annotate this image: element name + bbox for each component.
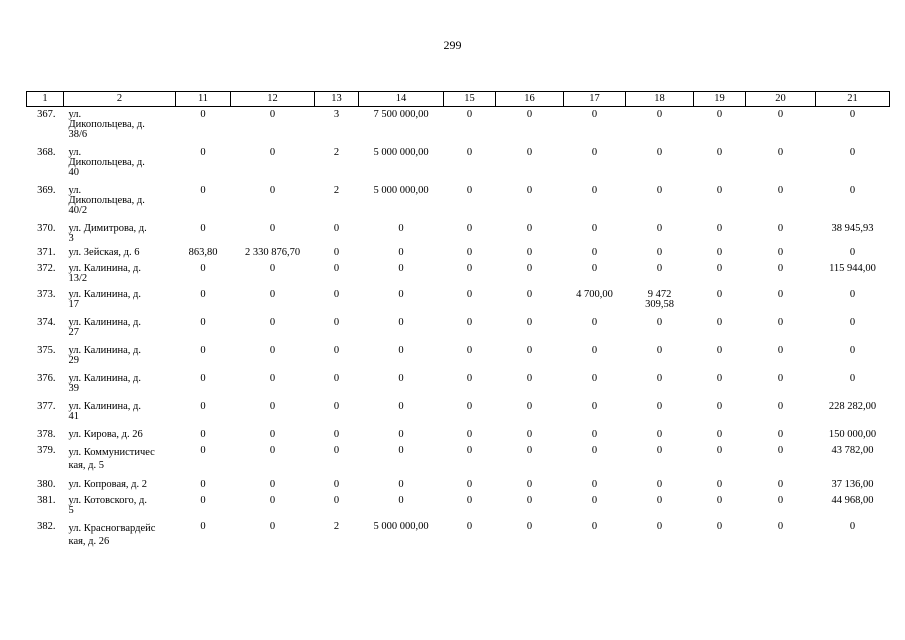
- value-cell: 0: [200, 316, 206, 328]
- value-cell: 0: [526, 372, 533, 384]
- value-cell: 0: [333, 478, 340, 490]
- row-number: 373.: [37, 288, 56, 300]
- value-cell: 0: [591, 262, 598, 274]
- value-cell: 43 782,00: [831, 444, 874, 456]
- value-cell: 2: [333, 146, 340, 158]
- value-cell: 0: [466, 344, 473, 356]
- column-header: 11: [176, 92, 231, 107]
- value-cell: 0: [591, 146, 598, 158]
- value-cell: 0: [398, 444, 404, 456]
- value-cell: 0: [526, 288, 533, 300]
- value-cell: 0: [333, 444, 340, 456]
- value-cell: 0: [269, 344, 276, 356]
- value-cell: 0: [777, 109, 784, 120]
- column-header: 16: [496, 92, 564, 107]
- value-cell: 0: [526, 109, 533, 120]
- value-cell: 0: [526, 520, 533, 532]
- value-cell: 0: [333, 428, 340, 440]
- value-cell: 3: [333, 109, 340, 120]
- value-cell: 0: [777, 344, 784, 356]
- value-cell: 4 700,00: [576, 288, 613, 300]
- value-cell: 0: [777, 494, 784, 506]
- value-cell: 0: [849, 344, 856, 356]
- column-header: 2: [64, 92, 176, 107]
- table-row: [27, 427, 890, 443]
- value-cell: 0: [526, 184, 533, 196]
- value-cell: 0: [269, 222, 276, 234]
- value-cell: 0: [777, 444, 784, 456]
- value-cell: 0: [466, 109, 473, 120]
- value-cell: 38 945,93: [831, 222, 874, 234]
- value-cell: 5 000 000,00: [373, 146, 429, 158]
- value-cell: 0: [591, 444, 598, 456]
- value-cell: 0: [656, 444, 663, 456]
- value-cell: 0: [777, 372, 784, 384]
- value-cell: 0: [849, 146, 856, 158]
- value-cell: 0: [716, 428, 723, 440]
- value-cell: 0: [526, 400, 533, 412]
- row-number: 368.: [37, 146, 56, 158]
- row-number: 370.: [37, 222, 56, 234]
- value-cell: 0: [716, 222, 723, 234]
- value-cell: 0: [849, 520, 856, 532]
- value-cell: 0: [200, 262, 206, 274]
- value-cell: 0: [526, 494, 533, 506]
- value-cell: 0: [656, 262, 663, 274]
- table-body: [27, 107, 890, 559]
- value-cell: 0: [398, 246, 404, 258]
- column-header: 13: [315, 92, 359, 107]
- value-cell: 0: [466, 246, 473, 258]
- table-row: [27, 493, 890, 519]
- value-cell: 0: [656, 222, 663, 234]
- value-cell: 0: [777, 184, 784, 196]
- table-row: [27, 183, 890, 221]
- value-cell: 228 282,00: [828, 400, 877, 412]
- value-cell: 0: [849, 109, 856, 120]
- value-cell: 0: [398, 222, 404, 234]
- value-cell: 7 500 000,00: [373, 109, 429, 120]
- value-cell: 0: [716, 262, 723, 274]
- value-cell: 0: [777, 478, 784, 490]
- column-header: 20: [746, 92, 816, 107]
- value-cell: 0: [398, 372, 404, 384]
- value-cell: 0: [716, 372, 723, 384]
- value-cell: 0: [269, 262, 276, 274]
- value-cell: 0: [269, 288, 276, 300]
- row-number: 371.: [37, 246, 56, 258]
- value-cell: 5 000 000,00: [373, 520, 429, 532]
- table-row: [27, 221, 890, 245]
- value-cell: 0: [333, 400, 340, 412]
- value-cell: 0: [269, 146, 276, 158]
- value-cell: 0: [777, 316, 784, 328]
- value-cell: 0: [526, 246, 533, 258]
- table-row: [27, 443, 890, 477]
- value-cell: 0: [200, 222, 206, 234]
- row-number: 380.: [37, 478, 56, 490]
- column-header: 14: [359, 92, 444, 107]
- value-cell: 0: [591, 400, 598, 412]
- value-cell: 0: [849, 316, 856, 328]
- table-row: [27, 343, 890, 371]
- value-cell: 0: [656, 494, 663, 506]
- value-cell: 0: [777, 428, 784, 440]
- address-cell: ул. Красногвардейс кая, д. 26: [68, 522, 156, 547]
- value-cell: 0: [849, 246, 856, 258]
- row-number: 381.: [37, 494, 56, 506]
- value-cell: 0: [466, 184, 473, 196]
- value-cell: 0: [200, 428, 206, 440]
- value-cell: 0: [656, 478, 663, 490]
- value-cell: 0: [466, 520, 473, 532]
- value-cell: 0: [526, 262, 533, 274]
- table-row: [27, 519, 890, 559]
- address-cell: ул. Копровая, д. 2: [68, 478, 148, 490]
- value-cell: 0: [398, 494, 404, 506]
- value-cell: 0: [466, 146, 473, 158]
- value-cell: 0: [591, 344, 598, 356]
- value-cell: 0: [269, 109, 276, 120]
- column-header: 12: [231, 92, 315, 107]
- value-cell: 0: [849, 372, 856, 384]
- value-cell: 0: [269, 478, 276, 490]
- value-cell: 0: [269, 494, 276, 506]
- value-cell: 0: [466, 444, 473, 456]
- value-cell: 0: [333, 262, 340, 274]
- value-cell: 0: [591, 428, 598, 440]
- value-cell: 0: [716, 288, 723, 300]
- value-cell: 0: [777, 146, 784, 158]
- value-cell: 0: [591, 520, 598, 532]
- value-cell: 0: [200, 520, 206, 532]
- value-cell: 0: [591, 316, 598, 328]
- column-header: 18: [626, 92, 694, 107]
- table-row: [27, 371, 890, 399]
- row-number: 378.: [37, 428, 56, 440]
- value-cell: 0: [591, 494, 598, 506]
- value-cell: 0: [777, 222, 784, 234]
- value-cell: 0: [716, 344, 723, 356]
- page-number: 299: [443, 38, 462, 52]
- value-cell: 0: [656, 184, 663, 196]
- value-cell: 0: [716, 494, 723, 506]
- value-cell: 0: [333, 372, 340, 384]
- value-cell: 0: [269, 444, 276, 456]
- value-cell: 0: [656, 344, 663, 356]
- value-cell: 0: [398, 288, 404, 300]
- value-cell: 0: [591, 478, 598, 490]
- value-cell: 0: [716, 316, 723, 328]
- value-cell: 115 944,00: [829, 262, 876, 274]
- value-cell: 0: [656, 400, 663, 412]
- value-cell: 0: [716, 246, 723, 258]
- row-number: 377.: [37, 400, 56, 412]
- value-cell: 0: [200, 478, 206, 490]
- value-cell: 0: [849, 288, 856, 300]
- value-cell: 0: [200, 288, 206, 300]
- value-cell: 0: [333, 288, 340, 300]
- data-table: [26, 91, 890, 559]
- value-cell: 0: [591, 246, 598, 258]
- value-cell: 0: [398, 262, 404, 274]
- value-cell: 0: [398, 316, 404, 328]
- value-cell: 2 330 876,70: [244, 246, 301, 258]
- table-row: [27, 261, 890, 287]
- value-cell: 0: [200, 372, 206, 384]
- address-cell: ул. Котовского, д. 5: [68, 494, 147, 516]
- address-cell: ул. Коммунистичес кая, д. 5: [68, 446, 155, 471]
- value-cell: 0: [526, 478, 533, 490]
- value-cell: 0: [526, 344, 533, 356]
- value-cell: 0: [269, 520, 276, 532]
- value-cell: 0: [526, 222, 533, 234]
- value-cell: 0: [656, 246, 663, 258]
- value-cell: 0: [269, 428, 276, 440]
- value-cell: 863,80: [188, 246, 218, 258]
- address-cell: ул. Калинина, д. 29: [68, 344, 141, 366]
- value-cell: 0: [333, 344, 340, 356]
- value-cell: 0: [466, 222, 473, 234]
- row-number: 372.: [37, 262, 56, 274]
- value-cell: 0: [200, 146, 206, 158]
- value-cell: 0: [466, 288, 473, 300]
- value-cell: 0: [849, 184, 856, 196]
- row-number: 376.: [37, 372, 56, 384]
- value-cell: 5 000 000,00: [373, 184, 429, 196]
- value-cell: 0: [200, 444, 206, 456]
- value-cell: 0: [333, 494, 340, 506]
- value-cell: 37 136,00: [831, 478, 874, 490]
- value-cell: 0: [716, 444, 723, 456]
- column-header: 15: [444, 92, 496, 107]
- value-cell: 0: [777, 262, 784, 274]
- value-cell: 0: [200, 109, 206, 120]
- value-cell: 0: [466, 478, 473, 490]
- value-cell: 0: [526, 146, 533, 158]
- value-cell: 0: [777, 520, 784, 532]
- value-cell: 0: [777, 246, 784, 258]
- value-cell: 0: [591, 109, 598, 120]
- value-cell: 0: [269, 400, 276, 412]
- value-cell: 0: [716, 109, 723, 120]
- value-cell: 0: [269, 184, 276, 196]
- value-cell: 0: [591, 372, 598, 384]
- value-cell: 0: [269, 316, 276, 328]
- value-cell: 0: [398, 428, 404, 440]
- address-cell: ул. Дикопольцева, д. 40/2: [68, 184, 145, 216]
- value-cell: 0: [333, 222, 340, 234]
- value-cell: 0: [466, 400, 473, 412]
- value-cell: 0: [777, 288, 784, 300]
- value-cell: 0: [656, 146, 663, 158]
- value-cell: 0: [466, 316, 473, 328]
- value-cell: 2: [333, 520, 340, 532]
- value-cell: 2: [333, 184, 340, 196]
- address-cell: ул. Калинина, д. 13/2: [68, 262, 141, 284]
- table-row: [27, 287, 890, 315]
- value-cell: 0: [466, 428, 473, 440]
- value-cell: 150 000,00: [828, 428, 877, 440]
- value-cell: 0: [591, 222, 598, 234]
- value-cell: 0: [333, 316, 340, 328]
- row-number: 374.: [37, 316, 56, 328]
- address-cell: ул. Кирова, д. 26: [68, 428, 143, 440]
- value-cell: 0: [398, 344, 404, 356]
- value-cell: 0: [716, 184, 723, 196]
- address-cell: ул. Дикопольцева, д. 40: [68, 146, 145, 178]
- table-row: [27, 477, 890, 493]
- column-header: 19: [694, 92, 746, 107]
- value-cell: 0: [656, 428, 663, 440]
- address-cell: ул. Димитрова, д. 3: [68, 222, 147, 244]
- value-cell: 0: [333, 246, 340, 258]
- value-cell: 0: [269, 372, 276, 384]
- value-cell: 0: [526, 428, 533, 440]
- table-row: [27, 107, 890, 145]
- value-cell: 0: [200, 344, 206, 356]
- column-header: 21: [816, 92, 890, 107]
- value-cell: 0: [656, 109, 663, 120]
- value-cell: 0: [466, 372, 473, 384]
- value-cell: 0: [398, 400, 404, 412]
- table-row: [27, 399, 890, 427]
- value-cell: 0: [591, 184, 598, 196]
- address-cell: ул. Зейская, д. 6: [68, 246, 140, 258]
- table-row: [27, 245, 890, 261]
- value-cell: 9 472 309,58: [645, 288, 674, 310]
- value-cell: 0: [777, 400, 784, 412]
- value-cell: 0: [200, 400, 206, 412]
- row-number: 367.: [37, 109, 56, 120]
- value-cell: 0: [656, 316, 663, 328]
- value-cell: 0: [656, 372, 663, 384]
- value-cell: 0: [466, 494, 473, 506]
- value-cell: 0: [398, 478, 404, 490]
- row-number: 382.: [37, 520, 56, 532]
- address-cell: ул. Дикопольцева, д. 38/6: [68, 109, 145, 140]
- column-header: 17: [564, 92, 626, 107]
- value-cell: 0: [656, 520, 663, 532]
- table-row: [27, 315, 890, 343]
- address-cell: ул. Калинина, д. 41: [68, 400, 141, 422]
- value-cell: 0: [200, 184, 206, 196]
- address-cell: ул. Калинина, д. 17: [68, 288, 141, 310]
- address-cell: ул. Калинина, д. 39: [68, 372, 141, 394]
- column-header: 1: [27, 92, 64, 107]
- row-number: 379.: [37, 444, 56, 456]
- value-cell: 0: [466, 262, 473, 274]
- value-cell: 0: [526, 316, 533, 328]
- value-cell: 0: [200, 494, 206, 506]
- table-row: [27, 145, 890, 183]
- row-number: 369.: [37, 184, 56, 196]
- address-cell: ул. Калинина, д. 27: [68, 316, 141, 338]
- value-cell: 44 968,00: [831, 494, 874, 506]
- value-cell: 0: [716, 146, 723, 158]
- row-number: 375.: [37, 344, 56, 356]
- value-cell: 0: [716, 478, 723, 490]
- value-cell: 0: [526, 444, 533, 456]
- value-cell: 0: [716, 400, 723, 412]
- header-row: [27, 92, 890, 107]
- value-cell: 0: [716, 520, 723, 532]
